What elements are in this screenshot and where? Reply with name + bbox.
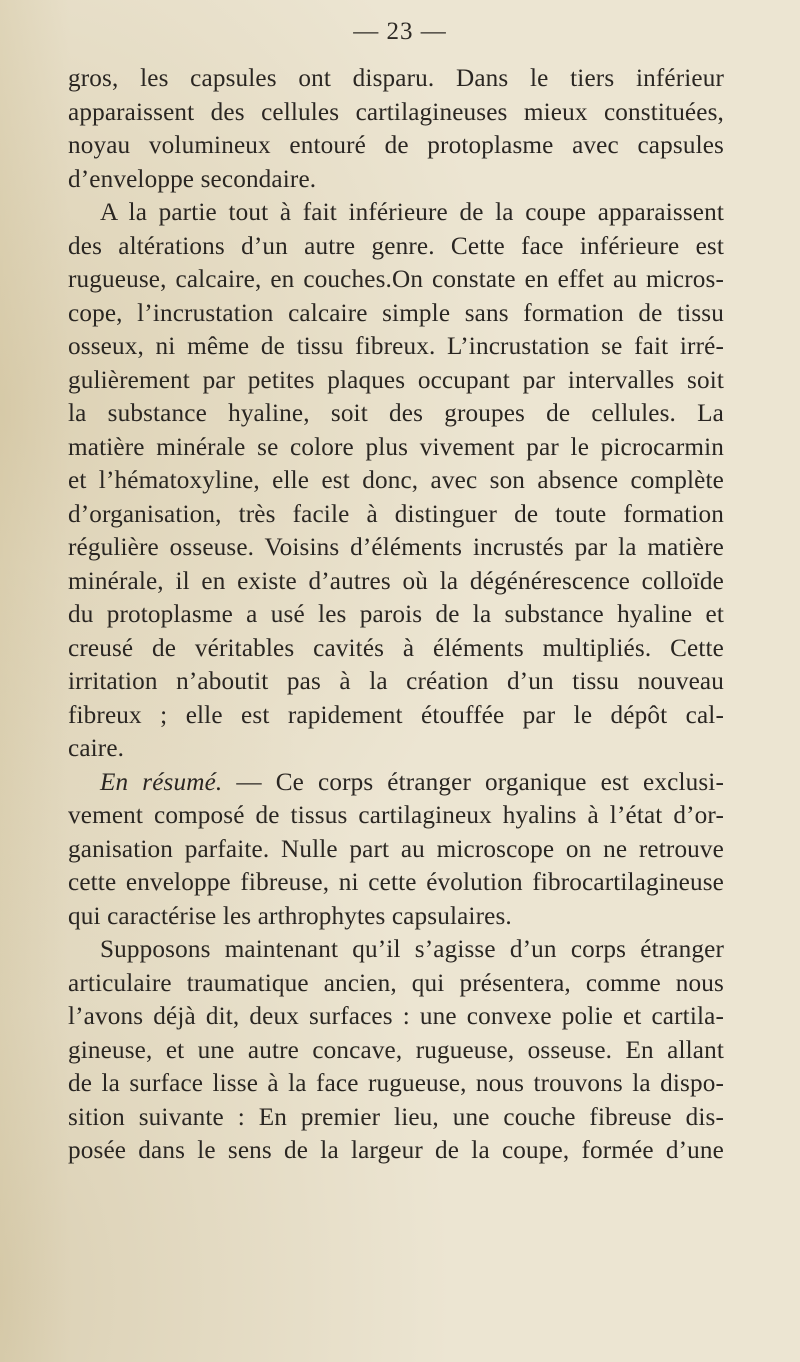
- text-line: fibreux ; elle est rapidement étouffée par le dépôt cal-: [68, 701, 724, 729]
- text-line: vement composé de tissus cartilagineux hyalins à l’état d’or-: [68, 802, 724, 829]
- text-line: ganisation parfaite. Nulle part au microscope on ne retrouve: [68, 835, 724, 863]
- text-line: apparaissent des cellules cartilagineuses mieux constituées,: [68, 98, 724, 126]
- text-line: noyau volumineux entouré de protoplasme avec capsules: [68, 132, 724, 159]
- text-line: cette enveloppe fibreuse, ni cette évolution fibrocartilagineuse: [68, 869, 724, 896]
- text-line: gulièrement par petites plaques occupant par intervalles soit: [68, 366, 724, 394]
- paragraph: [68, 196, 724, 766]
- text-line: irritation n’aboutit pas à la création d’un tissu nouveau: [68, 668, 724, 695]
- paragraph: [68, 62, 724, 196]
- text-line: de la surface lisse à la face rugueuse, nous trouvons la dispo-: [68, 1070, 724, 1097]
- text-line: caire.: [68, 735, 125, 762]
- text-line: rugueuse, calcaire, en couches.On constate en effet au micros-: [68, 266, 724, 293]
- text-line: sition suivante : En premier lieu, une couche fibreuse dis-: [68, 1103, 724, 1131]
- section-lead: En résumé.: [100, 768, 223, 796]
- text-line: d’organisation, très facile à distinguer de toute formation: [68, 500, 724, 528]
- text-line: la substance hyaline, soit des groupes de cellules. La: [68, 400, 724, 427]
- text-line: du protoplasme a usé les parois de la substance hyaline et: [68, 601, 724, 628]
- text-line: régulière osseuse. Voisins d’éléments incrustés par la matière: [68, 534, 724, 561]
- text-line: qui caractérise les arthrophytes capsulaires.: [68, 902, 512, 930]
- text-fragment: — Ce corps étranger organique est exclusi-: [222, 768, 724, 796]
- paragraph: [68, 766, 724, 934]
- text-line: A la partie tout à fait inférieure de la coupe apparaissent: [100, 199, 724, 226]
- text-line: et l’hématoxyline, elle est donc, avec son absence complète: [68, 467, 724, 494]
- text-line: des altérations d’un autre genre. Cette face inférieure est: [68, 232, 724, 260]
- text-line: creusé de véritables cavités à éléments multipliés. Cette: [68, 634, 724, 662]
- paragraph: [68, 933, 724, 1168]
- text-line: gineuse, et une autre concave, rugueuse, osseuse. En allant: [68, 1036, 724, 1064]
- body-text: [68, 62, 724, 1168]
- text-line: matière minérale se colore plus vivement par le picrocarmin: [68, 433, 724, 461]
- page-number: — 23 —: [353, 18, 447, 45]
- text-line: gros, les capsules ont disparu. Dans le tiers inférieur: [68, 65, 724, 92]
- text-line: minérale, il en existe d’autres où la dégénérescence colloïde: [68, 567, 724, 595]
- text-line: articulaire traumatique ancien, qui présentera, comme nous: [68, 969, 724, 997]
- text-line: cope, l’incrustation calcaire simple sans formation de tissu: [68, 299, 724, 327]
- text-line: [68, 766, 724, 800]
- text-line: d’enveloppe secondaire.: [68, 165, 317, 193]
- text-line: posée dans le sens de la largeur de la coupe, formée d’une: [68, 1137, 724, 1164]
- text-line: l’avons déjà dit, deux surfaces : une convexe polie et cartila-: [68, 1003, 724, 1030]
- text-line: Supposons maintenant qu’il s’agisse d’un corps étranger: [100, 936, 724, 963]
- text-line: osseux, ni même de tissu fibreux. L’incrustation se fait irré-: [68, 333, 724, 360]
